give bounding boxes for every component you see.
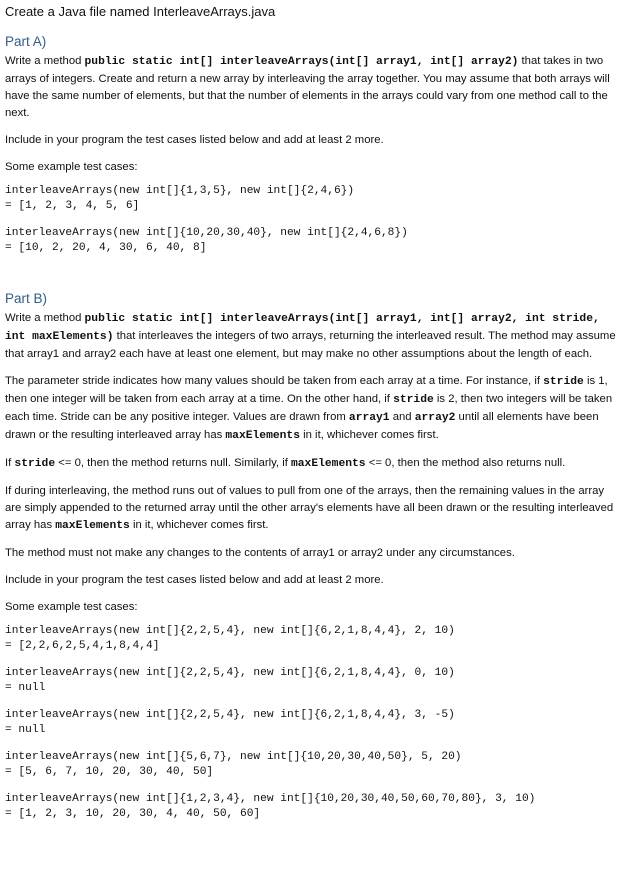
part-b-instructions: Include in your program the test cases listed below and add at least 2 more. bbox=[5, 574, 384, 586]
test-call: interleaveArrays(new int[]{10,20,30,40}, new int[]{2,4,6,8}) bbox=[5, 227, 408, 239]
test-case bbox=[5, 624, 620, 654]
part-b-description bbox=[5, 310, 620, 363]
inline-code: stride bbox=[14, 458, 56, 470]
inline-code: maxElements bbox=[291, 458, 366, 470]
text-run: Write a method bbox=[5, 312, 85, 324]
test-result: = [10, 2, 20, 4, 30, 6, 40, 8] bbox=[5, 242, 207, 254]
inline-code: stride bbox=[543, 376, 584, 388]
text-run: If bbox=[5, 457, 15, 469]
inline-code: maxElements bbox=[55, 520, 130, 532]
text-run: <= 0, then the method also returns null. bbox=[365, 457, 566, 469]
null-conditions bbox=[5, 455, 620, 473]
exhaustion-rule bbox=[5, 483, 620, 535]
part-a-instructions: Include in your program the test cases listed below and add at least 2 more. bbox=[5, 134, 384, 146]
part-b-heading: Part B) bbox=[5, 291, 48, 306]
text-run: in it, whichever comes first. bbox=[129, 519, 269, 531]
test-case bbox=[5, 750, 620, 780]
test-case bbox=[5, 792, 620, 822]
test-call: interleaveArrays(new int[]{5,6,7}, new int[]{10,20,30,40,50}, 5, 20) bbox=[5, 751, 462, 763]
text-run: Write a method bbox=[5, 55, 85, 67]
section-spacer bbox=[5, 268, 620, 290]
test-call: interleaveArrays(new int[]{1,2,3,4}, new int[]{10,20,30,40,50,60,70,80}, 3, 10) bbox=[5, 793, 536, 805]
test-result: = null bbox=[5, 724, 46, 736]
text-run: The parameter stride indicates how many values should be taken from each array at a time. For instance, if bbox=[5, 375, 544, 387]
test-call: interleaveArrays(new int[]{2,2,5,4}, new int[]{6,2,1,8,4,4}, 3, -5) bbox=[5, 709, 455, 721]
part-a-heading: Part A) bbox=[5, 34, 47, 49]
text-run: If during interleaving, the method runs out of values to pull from one of the arrays, then the remaining values in the array are simply appended to the returned array until the other array's elements have all been drawn or the resulting interleaved array has bbox=[5, 485, 614, 531]
text-run: <= 0, then the method returns null. Similarly, if bbox=[55, 457, 291, 469]
inline-code: array2 bbox=[414, 412, 456, 424]
part-a-description bbox=[5, 53, 620, 122]
test-result: = [1, 2, 3, 10, 20, 30, 4, 40, 50, 60] bbox=[5, 808, 261, 820]
test-result: = [1, 2, 3, 4, 5, 6] bbox=[5, 200, 140, 212]
immutability-rule: The method must not make any changes to the contents of array1 or array2 under any circumstances. bbox=[5, 547, 515, 559]
part-b-examples-label: Some example test cases: bbox=[5, 601, 138, 613]
test-call: interleaveArrays(new int[]{1,3,5}, new int[]{2,4,6}) bbox=[5, 185, 355, 197]
test-case bbox=[5, 184, 620, 214]
inline-code: maxElements bbox=[225, 430, 300, 442]
text-run: is 1, then one integer will be taken from each array at a time. On the other hand, if bbox=[5, 375, 608, 405]
test-case bbox=[5, 708, 620, 738]
test-call: interleaveArrays(new int[]{2,2,5,4}, new int[]{6,2,1,8,4,4}, 2, 10) bbox=[5, 625, 455, 637]
text-run: in it, whichever comes first. bbox=[299, 429, 439, 441]
text-run: is 2, then two integers will be taken each time. Stride can be any positive integer. Values are drawn from bbox=[5, 393, 613, 423]
test-call: interleaveArrays(new int[]{2,2,5,4}, new int[]{6,2,1,8,4,4}, 0, 10) bbox=[5, 667, 455, 679]
test-case bbox=[5, 226, 620, 256]
text-run: that interleaves the integers of two arrays, returning the interleaved result. The method may assume that array1 and array2 each have at least one element, but may make no other assumptions about the length of each. bbox=[5, 330, 616, 360]
test-result: = [2,2,6,2,5,4,1,8,4,4] bbox=[5, 640, 160, 652]
method-signature-b: public static int[] interleaveArrays(int[] array1, int[] array2, int stride, int maxElements) bbox=[5, 313, 600, 343]
text-run: and bbox=[389, 411, 415, 423]
test-case bbox=[5, 666, 620, 696]
text-run: until all elements have been drawn or the resulting interleaved array has bbox=[5, 411, 599, 441]
document-title: Create a Java file named InterleaveArrays.java bbox=[5, 4, 276, 19]
inline-code: stride bbox=[393, 394, 434, 406]
test-result: = null bbox=[5, 682, 46, 694]
text-run: that takes in two arrays of integers. Create and return a new array by interleaving the array together. You may assume that both arrays will have the same number of elements, but that the number of elements in the arrays could vary from one method call to the next. bbox=[5, 55, 610, 119]
inline-code: array1 bbox=[348, 412, 390, 424]
test-result: = [5, 6, 7, 10, 20, 30, 40, 50] bbox=[5, 766, 214, 778]
part-a-examples-label: Some example test cases: bbox=[5, 161, 138, 173]
stride-explanation bbox=[5, 373, 620, 445]
method-signature-a: public static int[] interleaveArrays(int[] array1, int[] array2) bbox=[84, 56, 519, 68]
